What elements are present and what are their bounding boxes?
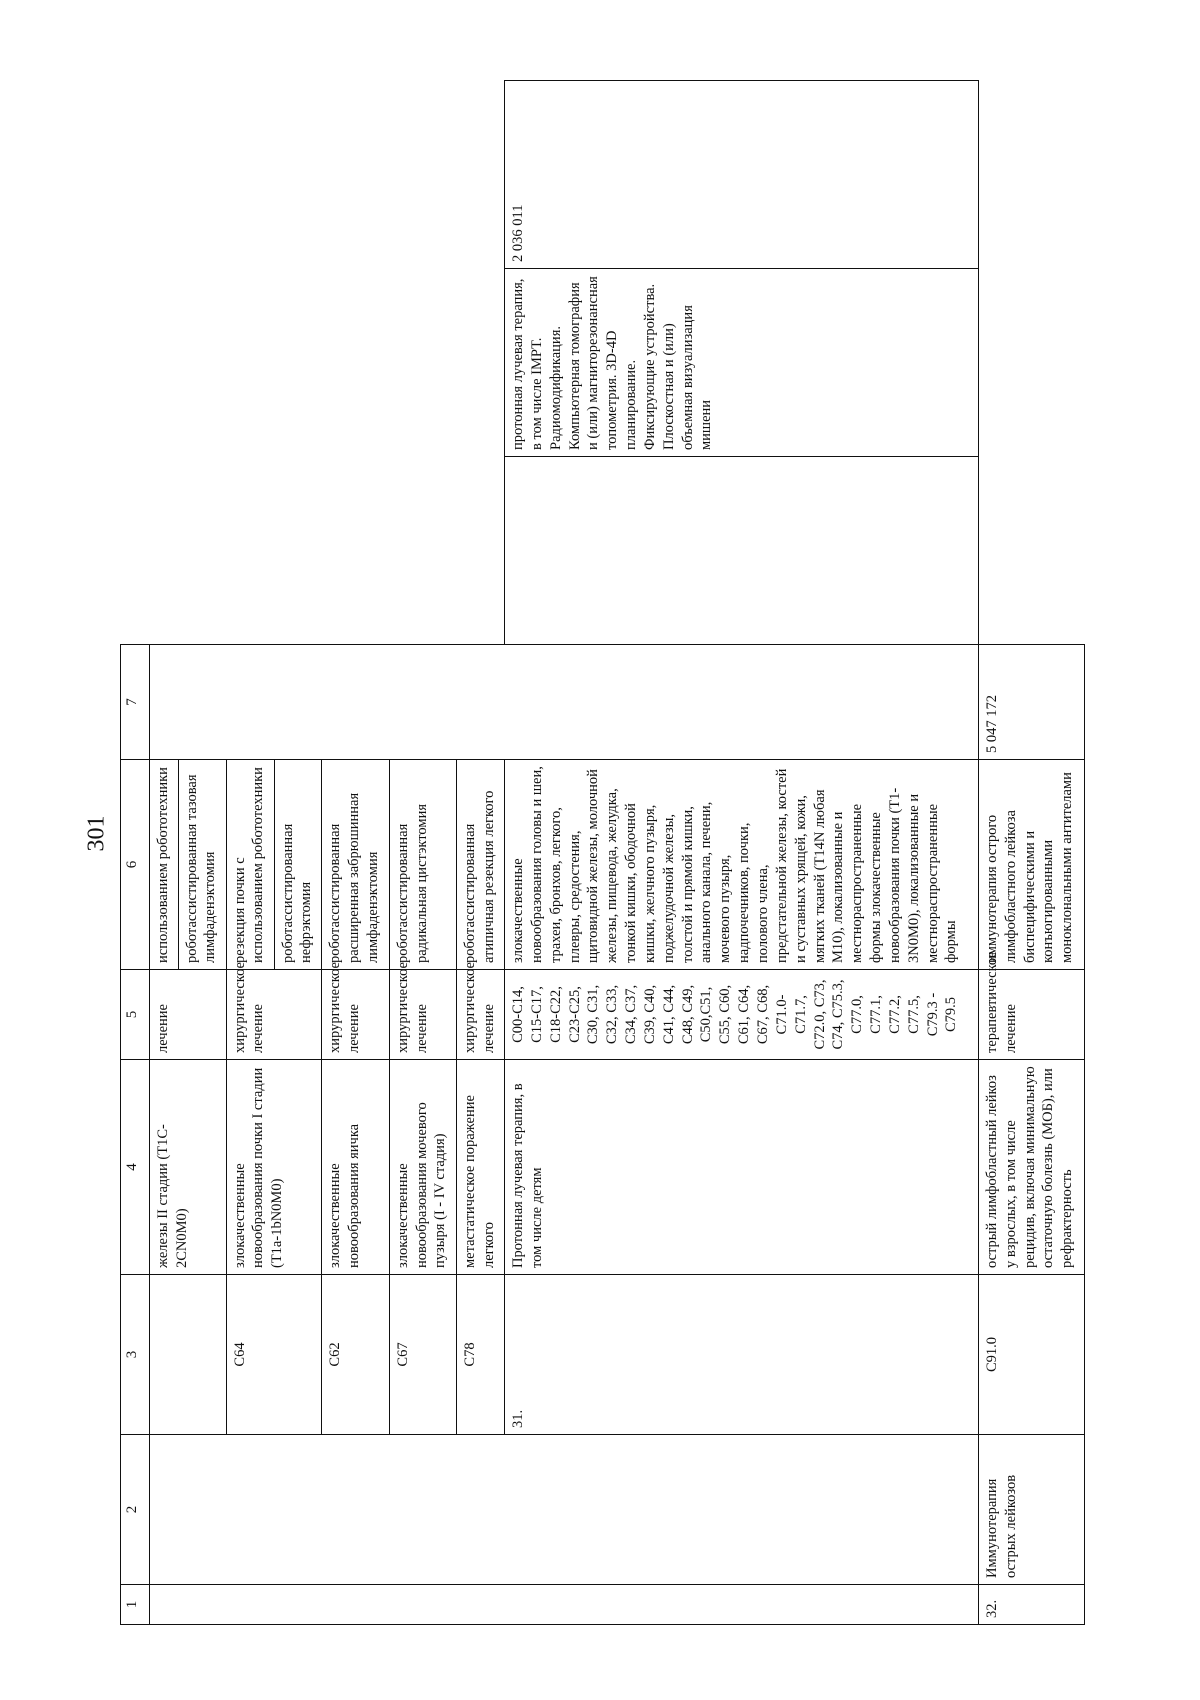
cell-icd-code: C62 (322, 1275, 389, 1435)
table-row (226, 81, 274, 1625)
cell-blank (150, 1585, 979, 1625)
cell-treatment-type: терапевтическое лечение (978, 970, 1084, 1060)
cell-blank (150, 1275, 227, 1435)
cell-row-number: 32. (978, 1585, 1084, 1625)
cell-method-group: Протонная лучевая терапия, в том числе детям (505, 1060, 979, 1275)
document-table (120, 80, 1085, 1625)
table-row (505, 81, 979, 1625)
cell-method: роботассистированная расширенная забрюшинная лимфаденэктомия (322, 760, 389, 970)
cell-diagnosis: метастатическое поражение легкого (457, 1060, 505, 1275)
cell-treatment-type: хирургическое лечение (322, 970, 389, 1060)
page-number: 301 (83, 815, 110, 852)
col-header-5: 5 (121, 970, 150, 1060)
table-row (322, 81, 389, 1625)
cell-blank (150, 645, 979, 760)
cell-row-number: 31. (505, 1275, 979, 1435)
cell-method: роботассистированная нефрэктомия (274, 760, 322, 970)
cell-diagnosis: злокачественные новообразования яичка (322, 1060, 389, 1275)
cell-diagnosis: злокачественные новообразования головы и шеи, трахеи, бронхов, легкого, плевры, средостения, щитовидной железы, молочной железы, пищевода, желудка, тонкой кишки, ободочной кишки, желчного пузыря, поджелудочной железы, толстой и прямой кишки, анального канала, печени, мочевого пузыря, надпочечников, почки, полового члена, предстательной железы, костей и суставных хрящей, кожи, мягких тканей (T14N любая M10), локализованные и местнораспространенные формы злокачественные новообразования почки (T1-3N0M0), локализованные и местнораспространенные формы (505, 760, 979, 970)
table-row (457, 81, 505, 1625)
cell-method: резекция почки с использованием робототехники (226, 760, 274, 970)
cell-blank (150, 1435, 979, 1585)
col-header-7: 7 (121, 645, 150, 760)
cell-icd-code: C91.0 (978, 1275, 1084, 1435)
col-header-2: 2 (121, 1435, 150, 1585)
cell-icd-code: C64 (226, 1275, 322, 1435)
cell-diagnosis: злокачественные новообразования почки I стадии (T1a-1bN0M0) (226, 1060, 322, 1275)
col-header-4: 4 (121, 1060, 150, 1275)
cell-treatment-type (505, 457, 979, 645)
cell-diagnosis: железы II стадии (T1C-2CN0M0) (150, 1060, 227, 1275)
cell-diagnosis: злокачественные новообразования мочевого пузыря (I - IV стадия) (389, 1060, 456, 1275)
cell-treatment-type: хирургическое лечение (226, 970, 322, 1060)
cell-icd-code: C00-C14, C15-C17, C18-C22, C23-C25, C30, C31, C32, C33, C34, C37, C39, C40, C41, C44, C48, C49, C50,C51, C55, C60, C61, C64, C67, C68, C71.0-C71.7, C72.0, C73, C74, C75.3, C77.0, C77.1, C77.2, C77.5, C79.3 - C79.5 (505, 970, 979, 1060)
cell-diagnosis: острый лимфобластный лейкоз у взрослых, в том числе рецидив, включая минимальную остаточную болезнь (МОБ), или рефрактерность (978, 1060, 1084, 1275)
table-row (389, 81, 456, 1625)
col-header-3: 3 (121, 1275, 150, 1435)
table-row (978, 81, 1084, 1625)
cell-treatment-type: хирургическое лечение (457, 970, 505, 1060)
cell-icd-code: C78 (457, 1275, 505, 1435)
header-row (121, 81, 150, 1625)
cell-method: роботассистированная тазовая лимфаденэктомия (178, 760, 226, 970)
rotated-table-wrapper (120, 80, 1085, 1625)
cell-method: использованием робототехники (150, 760, 179, 970)
col-header-1: 1 (121, 1585, 150, 1625)
cell-method: иммунотерапия острого лимфобластного лейкоза биспецифическими и конъюгированными моноклональными антителами (978, 760, 1084, 970)
cell-method-group: Иммунотерапия острых лейкозов (978, 1435, 1084, 1585)
cell-treatment-type: лечение (150, 970, 227, 1060)
col-header-6: 6 (121, 760, 150, 970)
cell-cost: 2 036 011 (505, 81, 979, 269)
cell-cost: 5 047 172 (978, 645, 1084, 760)
cell-icd-code: C67 (389, 1275, 456, 1435)
cell-method: роботассистированная атипичная резекция легкого (457, 760, 505, 970)
cell-method: роботассистированная радикальная цистэктомия (389, 760, 456, 970)
table-row (150, 81, 179, 1625)
cell-method: протонная лучевая терапия, в том числе IMPT. Радиомодификация. Компьютерная томография и (или) магниторезонансная топометрия. 3D-4D планирование. Фиксирующие устройства. Плоскостная и (или) объемная визуализация мишени (505, 269, 979, 457)
cell-treatment-type: хирургическое лечение (389, 970, 456, 1060)
